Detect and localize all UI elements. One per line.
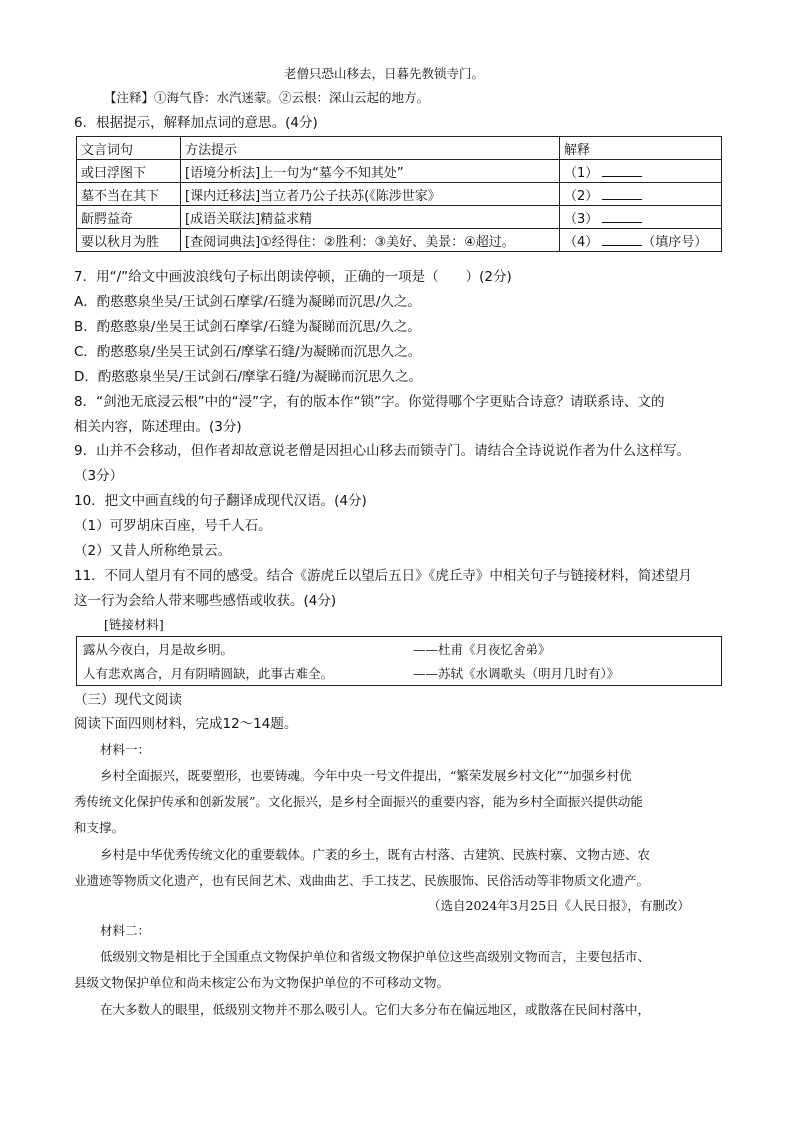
material1-p1-line1: 乡村全面振兴，既要塑形，也要铸魂。今年中央一号文件提出，“繁荣发展乡村文化”“加强乡村优: [100, 768, 632, 783]
q7-option-b[interactable]: B．酌憨憨泉/坐吴王试剑石摩挲/石缝为凝睇而沉思/久之。: [74, 319, 421, 335]
q7-option-d[interactable]: D．酌憨憨泉坐吴/王试剑石/摩挲石缝/为凝睇而沉思久之。: [74, 369, 423, 385]
q7-prompt: 7．用“/”给文中画波浪线句子标出朗读停顿，正确的一项是（ ）(2分): [74, 269, 512, 285]
section3-intro: 阅读下面四则材料，完成12～14题。: [74, 716, 298, 732]
answer-blank[interactable]: [602, 233, 642, 246]
link-source-1: ——杜甫《月夜忆舍弟》: [413, 642, 551, 657]
q6-prompt: 6．根据提示，解释加点词的意思。(4分): [74, 115, 318, 131]
row-answer[interactable]: [560, 183, 722, 206]
q8-line2: 相关内容，陈述理由。(3分): [74, 419, 242, 435]
row-answer[interactable]: [560, 229, 722, 252]
poem-last-line: 老僧只恐山移去，日暮先教锁寺门。: [284, 66, 485, 81]
q7-option-a[interactable]: A．酌憨憨泉坐吴/王试剑石摩挲/石缝为凝睇而沉思/久之。: [74, 294, 421, 310]
q8-line1: 8．“剑池无底浸云根”中的“浸”字，有的版本作“锁”字。你觉得哪个字更贴合诗意？请联系诗、文的: [74, 394, 665, 410]
answer-number: （3）: [564, 211, 599, 227]
table-header-row: [77, 137, 722, 160]
table-row: [77, 206, 722, 229]
material2-p2-line1: 在大多数人的眼里，低级别文物并不那么吸引人。它们大多分布在偏远地区，或散落在民间村落中，: [100, 1002, 651, 1017]
q6-table: [76, 136, 722, 252]
answer-blank[interactable]: [602, 187, 642, 200]
table-row: [77, 160, 722, 183]
row-hint: [查阅词典法]①经得住：②胜利：③美好、美景：④超过。: [181, 229, 560, 252]
header-phrase: 文言词句: [77, 137, 181, 160]
answer-number: （2）: [564, 188, 599, 204]
row-hint: [课内迁移法]当立者乃公子扶苏(《陈涉世家》: [181, 183, 560, 206]
q10-item-1: （1）可罗胡床百座，号千人石。: [74, 518, 272, 534]
row-hint: [语境分析法]上一句为“墓今不知其处”: [181, 160, 560, 183]
link-material-box: [76, 636, 722, 686]
answer-suffix: （填序号）: [642, 234, 708, 250]
row-phrase: 墓不当在其下: [77, 183, 181, 206]
link-quote-1: 露从今夜白，月是故乡明。: [83, 642, 234, 657]
link-source-2: ——苏轼《水调歌头（明月几时有）》: [413, 666, 620, 681]
q9-line2: （3分）: [74, 468, 124, 484]
q7-option-c[interactable]: C．酌憨憨泉/坐吴王试剑石/摩挲石缝/为凝睇而沉思久之。: [74, 344, 422, 360]
material1-p2-line1: 乡村是中华优秀传统文化的重要载体。广袤的乡土，既有古村落、古建筑、民族村寨、文物古迹、农: [100, 847, 651, 862]
row-phrase: 龂腭益奇: [77, 206, 181, 229]
q10-prompt: 10．把文中画直线的句子翻译成现代汉语。(4分): [74, 493, 367, 509]
header-hint: 方法提示: [181, 137, 560, 160]
row-hint: [成语关联法]精益求精: [181, 206, 560, 229]
poem-note: 【注释】①海气昏：水汽迷蒙。②云根：深山云起的地方。: [104, 90, 430, 105]
row-phrase: 或曰浮图下: [77, 160, 181, 183]
material2-label: 材料二：: [100, 923, 151, 938]
row-phrase: 要以秋月为胜: [77, 229, 181, 252]
row-answer[interactable]: [560, 206, 722, 229]
q10-item-2: （2）又昔人所称绝景云。: [74, 543, 232, 559]
material1-p2-line2: 业遗迹等物质文化遗产，也有民间艺术、戏曲曲艺、手工技艺、民族服饰、民俗活动等非物质文化遗产。: [74, 873, 650, 888]
header-answer: 解释: [560, 137, 722, 160]
answer-blank[interactable]: [602, 210, 642, 223]
section3-title: （三）现代文阅读: [74, 692, 182, 708]
q11-line1: 11．不同人望月有不同的感受。结合《游虎丘以望后五日》《虎丘寺》中相关句子与链接材料，简述望月: [74, 568, 692, 584]
q9-line1: 9．山并不会移动，但作者却故意说老僧是因担心山移去而锁寺门。请结合全诗说说作者为什么这样写。: [74, 443, 691, 459]
material2-p1-line1: 低级别文物是相比于全国重点文物保护单位和省级文物保护单位这些高级别文物而言，主要包括市、: [100, 949, 651, 964]
material1-p1-line2: 秀传统文化保护传承和创新发展”。文化振兴，是乡村全面振兴的重要内容，能为乡村全面振兴提供动能: [74, 794, 643, 809]
answer-number: （1）: [564, 165, 599, 181]
q11-line2: 这一行为会给人带来哪些感悟或收获。(4分): [74, 593, 337, 609]
material2-p1-line2: 县级文物保护单位和尚未核定公布为文物保护单位的不可移动文物。: [74, 975, 450, 990]
answer-blank[interactable]: [602, 164, 642, 177]
table-row: [77, 183, 722, 206]
link-material-label: [链接材料]: [104, 617, 164, 632]
material1-label: 材料一：: [100, 742, 151, 757]
table-row: [77, 229, 722, 252]
material1-p1-line3: 和支撑。: [74, 820, 125, 835]
link-quote-2: 人有悲欢离合，月有阴晴圆缺，此事古难全。: [83, 666, 334, 681]
material1-source: （选自2024年3月25日《人民日报》，有删改）: [428, 898, 690, 913]
answer-number: （4）: [564, 234, 599, 250]
row-answer[interactable]: [560, 160, 722, 183]
